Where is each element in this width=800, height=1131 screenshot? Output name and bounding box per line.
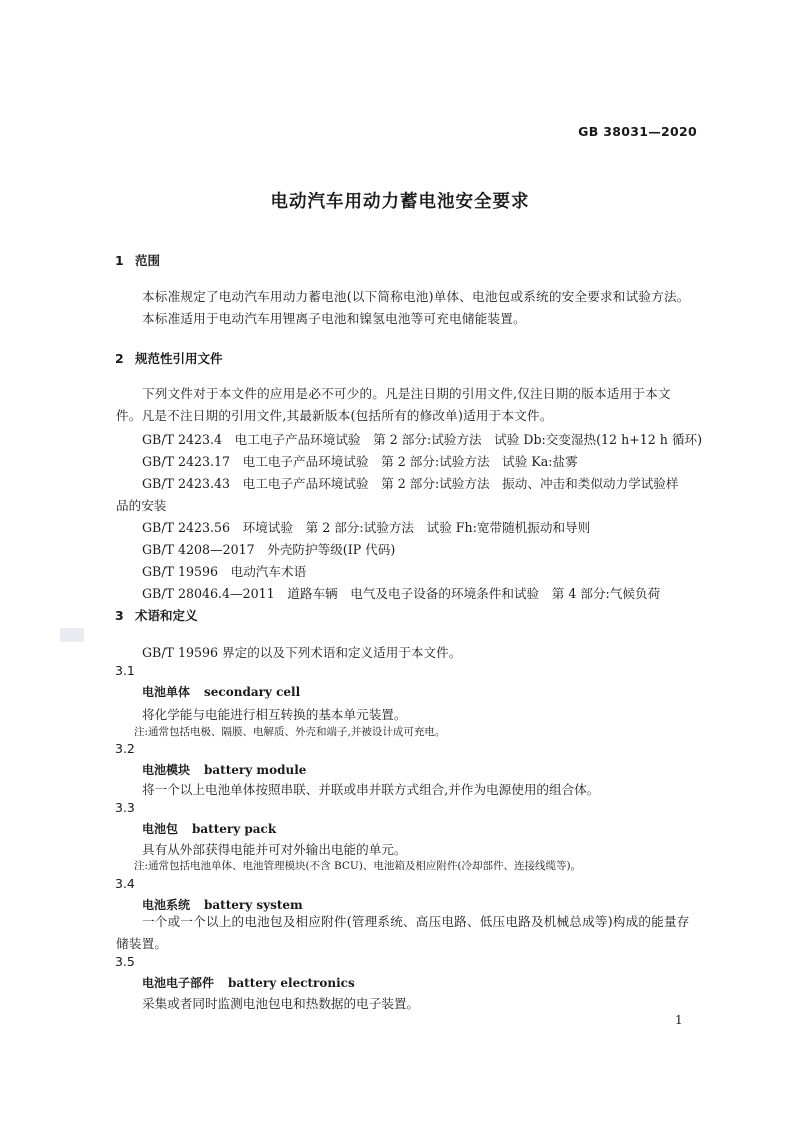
term-definition: 将一个以上电池单体按照串联、并联或串并联方式组合,并作为电源使用的组合体。 <box>142 782 600 797</box>
section-title: 范围 <box>135 253 161 268</box>
term-definition: 一个或一个以上的电池包及相应附件(管理系统、高压电路、低压电路及机械总成等)构成的能量存储装置。 <box>116 914 690 951</box>
section-title: 术语和定义 <box>135 608 198 623</box>
section-1-paragraph-2: 本标准适用于电动汽车用锂离子电池和镍氢电池等可充电储能装置。 <box>142 311 526 326</box>
reference-item-continued: 品的安装 <box>116 498 167 513</box>
term-title: 电池包 battery pack <box>142 822 277 836</box>
reference-item: GB/T 2423.17 电工电子产品环境试验 第 2 部分:试验方法 试验 Ka:盐雾 <box>142 454 578 469</box>
term-title: 电池系统 battery system <box>142 898 303 912</box>
document-title: 电动汽车用动力蓄电池安全要求 <box>270 192 530 212</box>
term-note: 注:通常包括电池单体、电池管理模块(不含 BCU)、电池箱及相应附件(冷却部件、连接线缆等)。 <box>134 860 582 872</box>
page-number: 1 <box>675 1013 683 1027</box>
watermark-stamp <box>60 628 84 642</box>
term-definition: 具有从外部获得电能并可对外输出电能的单元。 <box>142 842 407 857</box>
section-3-intro: GB/T 19596 界定的以及下列术语和定义适用于本文件。 <box>142 645 462 660</box>
section-1-paragraph-1: 本标准规定了电动汽车用动力蓄电池(以下简称电池)单体、电池包或系统的安全要求和试验方法。 <box>142 289 690 304</box>
section-number: 3 <box>115 608 124 623</box>
reference-item: GB/T 2423.56 环境试验 第 2 部分:试验方法 试验 Fh:宽带随机振动和导则 <box>142 520 591 535</box>
term-definition: 将化学能与电能进行相互转换的基本单元装置。 <box>142 707 407 722</box>
term-number: 3.5 <box>115 954 135 969</box>
section-number: 1 <box>115 253 124 268</box>
reference-item: GB/T 28046.4—2011 道路车辆 电气及电子设备的环境条件和试验 第 4 部分:气候负荷 <box>142 586 661 601</box>
term-number: 3.1 <box>115 663 135 678</box>
term-title: 电池电子部件 battery electronics <box>142 976 355 990</box>
section-2-heading <box>115 349 223 367</box>
term-number: 3.3 <box>115 800 135 815</box>
reference-item: GB/T 19596 电动汽车术语 <box>142 564 307 579</box>
term-title: 电池单体 secondary cell <box>142 685 301 699</box>
section-1-heading <box>115 251 160 269</box>
reference-item: GB/T 2423.4 电工电子产品环境试验 第 2 部分:试验方法 试验 Db:交变湿热(12 h+12 h 循环) <box>142 432 702 447</box>
section-3-heading <box>115 606 198 624</box>
term-title: 电池模块 battery module <box>142 763 307 777</box>
standard-code: GB 38031—2020 <box>578 124 697 139</box>
term-number: 3.4 <box>115 876 135 891</box>
section-2-intro: 下列文件对于本文件的应用是必不可少的。凡是注日期的引用文件,仅注日期的版本适用于本文件。凡是不注日期的引用文件,其最新版本(包括所有的修改单)适用于本文件。 <box>116 386 671 423</box>
section-title: 规范性引用文件 <box>135 351 223 366</box>
reference-item: GB/T 4208—2017 外壳防护等级(IP 代码) <box>142 542 396 557</box>
reference-item: GB/T 2423.43 电工电子产品环境试验 第 2 部分:试验方法 振动、冲击和类似动力学试验样 <box>142 476 679 491</box>
term-note: 注:通常包括电极、隔膜、电解质、外壳和端子,并被设计成可充电。 <box>134 726 446 738</box>
section-number: 2 <box>115 351 124 366</box>
term-definition: 采集或者同时监测电池包电和热数据的电子装置。 <box>142 996 420 1011</box>
term-number: 3.2 <box>115 741 135 756</box>
